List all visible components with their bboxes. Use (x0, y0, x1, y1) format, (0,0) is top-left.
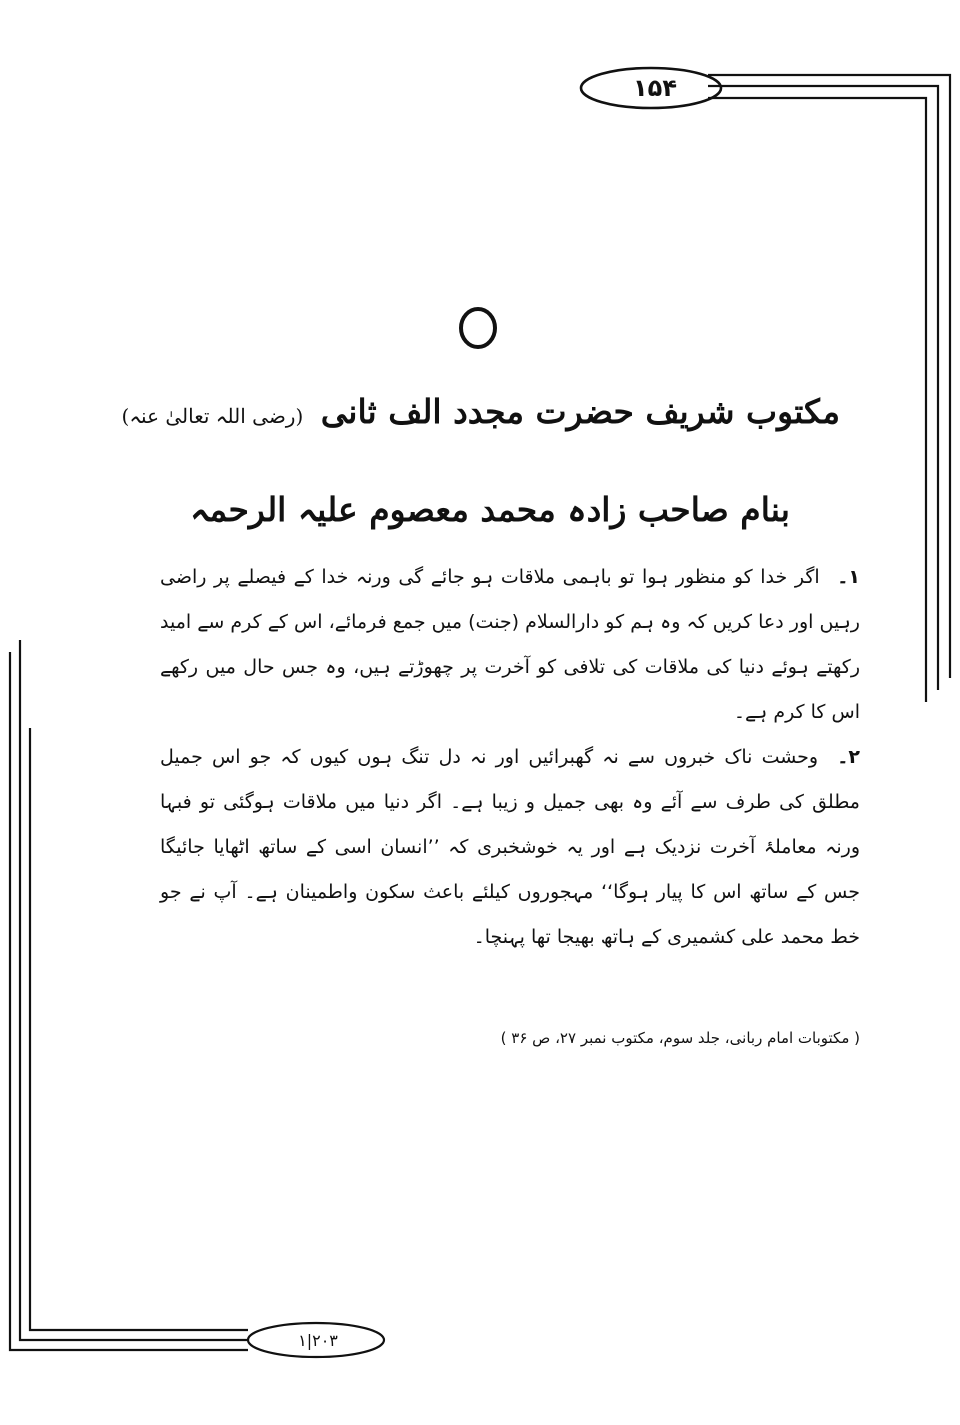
paragraph-number: ۲۔ (837, 746, 860, 768)
page-number: ۱۵۴ (633, 74, 677, 102)
title-honorific: (رضی اللہ تعالیٰ عنہ) (121, 404, 304, 428)
letter-body (160, 555, 860, 960)
circle-ornament-icon (455, 305, 501, 351)
paragraph-number: ۱۔ (837, 566, 860, 588)
paragraph-text: اگر خدا کو منظور ہوا تو باہمی ملاقات ہو جائے گی ورنہ خدا کے فیصلے پر راضی رہیں اور دعا کریں کہ وہ ہم کو دارالسلام (جنت) میں جمع فرمائے، اس کے کرم سے امید رکھتے ہوئے دنیا کی ملاقات کی تلافی کو آخرت پر چھوڑتے ہیں، وہ جس حال میں رکھے اس کا کرم ہے۔ (160, 566, 860, 723)
letter-subtitle: بنام صاحب زادہ محمد معصوم علیہ الرحمہ (190, 490, 790, 529)
title-text: مکتوب شریف حضرت مجدد الف ثانی (320, 392, 840, 431)
paragraph-text: وحشت ناک خبروں سے نہ گھبرائیں اور نہ دل تنگ ہوں کیوں کہ جو اس جمیل مطلق کی طرف سے آئے وہ بھی جمیل و زیبا ہے۔ اگر دنیا میں ملاقات ہوگئی تو فبہا ورنہ معاملۂ آخرت نزدیک ہے اور یہ خوشخبری کہ ’’انسان اسی کے ساتھ اٹھایا جائیگا جس کے ساتھ اس کا پیار ہوگا‘‘ مہجوروں کیلئے باعث سکون واطمینان ہے۔ آپ نے جو خط محمد علی کشمیری کے ہاتھ بھیجا تھا پہنچا۔ (160, 746, 860, 948)
footer-number: ۲۰۳|۱ (298, 1330, 338, 1350)
paragraph-2 (160, 735, 860, 960)
paragraph-1 (160, 555, 860, 735)
letter-title (121, 382, 840, 442)
source-reference: ( مکتوبات امام ربانی، جلد سوم، مکتوب نمبر ۲۷، ص ۳۶ ) (500, 1029, 860, 1047)
